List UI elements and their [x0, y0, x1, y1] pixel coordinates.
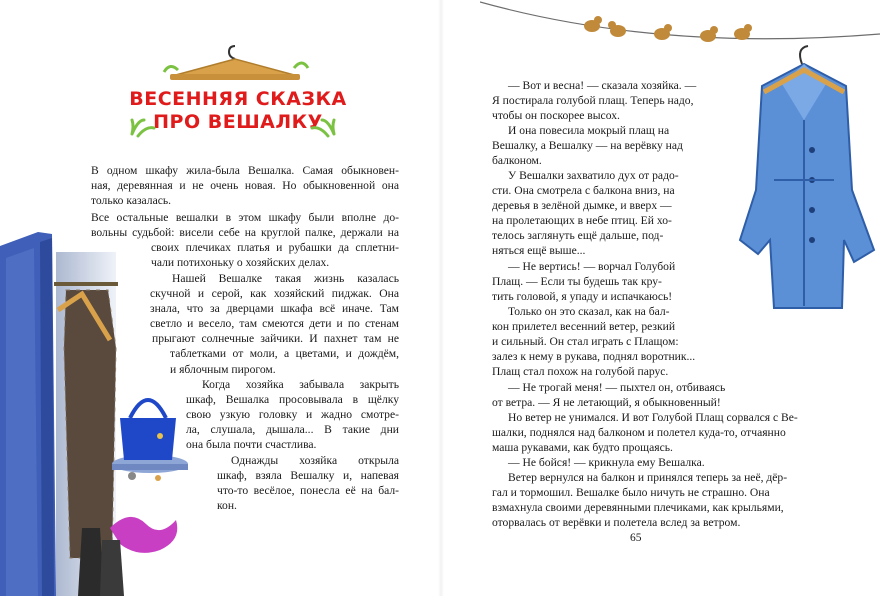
text-line: ла, слушала, дышала... В такие дни	[186, 423, 399, 437]
right-paragraph-3	[492, 168, 679, 259]
text-line: вольны судьбой: висели себе на круглой палке, держали на	[91, 226, 399, 240]
text-line: Когда хозяйка забывала закрыть	[202, 378, 399, 391]
text-line: Нашей Вешалке такая жизнь казалась	[172, 272, 399, 285]
text-line: своих плечиках платья и рубашки да сплетни-	[151, 241, 399, 255]
text-line: Все остальные вешалки в этом шкафу были вполне до-	[91, 211, 399, 224]
text-line: шкаф, Вешалка просовывала в щёлку	[186, 393, 399, 407]
text-line: взмахнула своими деревянными плечиками, как крыльями,	[492, 501, 784, 515]
right-paragraph-9	[492, 470, 787, 530]
text-line: тить головой, я упаду и испачкаюсь!	[492, 290, 673, 304]
left-sprig-icon	[128, 116, 158, 138]
text-line: ная, деревянная и не очень новая. Но обыкновенной она	[91, 179, 399, 193]
text-line: Вешалку, а Вешалку — на верёвку над	[492, 139, 683, 153]
right-paragraph-1	[492, 78, 696, 123]
blue-coat-illustration	[734, 40, 880, 320]
text-line: И она повесила мокрый плащ на	[508, 124, 670, 137]
right-paragraph-8	[492, 455, 705, 470]
text-line: сти. Она смотрела с балкона вниз, на	[492, 184, 675, 198]
page-number: 65	[630, 532, 642, 544]
story-title-line1: ВЕСЕННЯЯ СКАЗКА	[129, 88, 347, 110]
text-line: и сильный. Он стал играть с Плащом:	[492, 335, 679, 349]
right-paragraph-2	[492, 123, 683, 168]
text-line: балконом.	[492, 154, 542, 168]
text-line: — Не бойся! — крикнула ему Вешалка.	[508, 456, 705, 469]
text-line: кон прилетел весенний ветер, резкий	[492, 320, 676, 334]
left-paragraph-3	[150, 271, 399, 377]
text-line: таблетками от моли, а цветами, и дождём,	[170, 347, 399, 361]
page-gutter	[438, 0, 444, 596]
text-line: Плащ. — Если ты будешь так кру-	[492, 275, 662, 289]
right-paragraph-6	[492, 380, 725, 410]
right-paragraph-5	[492, 304, 695, 379]
text-line: Плащ стал похож на голубой парус.	[492, 365, 669, 379]
text-line: гал и тормошил. Вешалке было ничуть не страшно. Она	[492, 486, 770, 500]
text-line: свою узкую головку и жадно смотре-	[186, 408, 399, 422]
text-line: шкаф, взяла Вешалку и, напевая	[217, 469, 399, 483]
text-line: У Вешалки захватило дух от радо-	[508, 169, 679, 182]
text-line: Ветер вернулся на балкон и принялся теперь за неё, дёр-	[508, 471, 788, 484]
text-line: залез к нему в рукава, поднял воротник...	[492, 350, 696, 364]
text-line: от ветра. — Я не летающий, я обыкновенный!	[492, 396, 721, 410]
right-paragraph-4	[492, 259, 675, 304]
text-line: Но ветер не унимался. И вот Голубой Плащ сорвался с Ве-	[508, 411, 798, 424]
text-line: и яблочным пирогом.	[170, 362, 276, 376]
text-line: чтобы он поскорее высох.	[492, 109, 620, 123]
right-sprig-icon	[308, 116, 338, 138]
text-line: В одном шкафу жила-была Вешалка. Самая обыкновен-	[91, 164, 399, 177]
text-line: она была почти счастлива.	[186, 438, 317, 452]
text-line: няться ещё выше...	[492, 244, 586, 258]
text-line: знала, что за дверцами шкафа всё иначе. Там	[150, 302, 399, 316]
text-line: — Вот и весна! — сказала хозяйка. —	[508, 79, 697, 92]
text-line: Я постирала голубой плащ. Теперь надо,	[492, 94, 694, 108]
story-title-line2: ПРО ВЕШАЛКУ	[153, 111, 323, 133]
text-line: светло и весело, там смеются дети и по стенам	[150, 317, 399, 331]
text-line: Только он это сказал, как на бал-	[508, 305, 670, 318]
text-line: маша рукавами, как будто прощаясь.	[492, 441, 673, 455]
text-line: что-то весёлое, понесла её на бал-	[217, 484, 399, 498]
text-line: оторвалась от верёвки и полетела вслед за ветром.	[492, 516, 741, 530]
text-line: кон.	[217, 499, 237, 513]
text-line: прыгают солнечные зайчики. И пахнет там не	[152, 332, 399, 346]
left-paragraph-2	[91, 210, 399, 270]
text-line: — Не трогай меня! — пыхтел он, отбиваясь	[508, 381, 726, 394]
title-hanger-illustration	[160, 42, 310, 87]
left-paragraph-1	[91, 163, 399, 208]
text-line: деревья в зелёной дымке, и вверх —	[492, 199, 672, 213]
text-line: Однажды хозяйка открыла	[231, 454, 399, 467]
text-line: — Не вертись! — ворчал Голубой	[508, 260, 676, 273]
left-paragraph-5	[217, 453, 399, 513]
text-line: чали потихоньку о хозяйских делах.	[151, 256, 330, 270]
text-line: скучной и серой, как хозяйский пиджак. Она	[150, 287, 399, 301]
text-line: на пролетающих в небе птиц. Ей хо-	[492, 214, 672, 228]
left-paragraph-4	[186, 377, 399, 452]
text-line: телось заглянуть ещё дальше, под-	[492, 229, 664, 243]
text-line: только казалась.	[91, 194, 172, 208]
right-paragraph-7	[492, 410, 798, 455]
text-line: шалки, поднялся над балконом и полетел куда-то, отчаянно	[492, 426, 786, 440]
